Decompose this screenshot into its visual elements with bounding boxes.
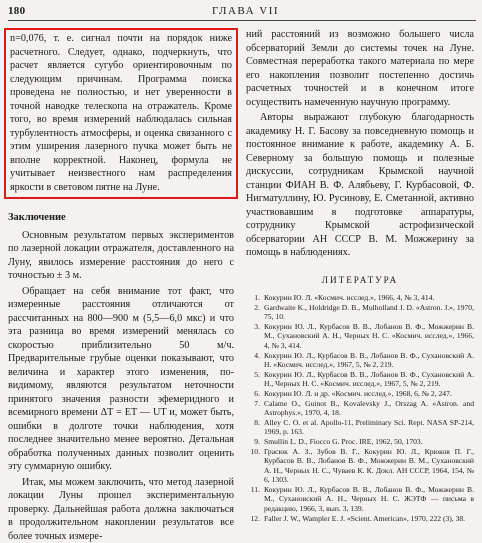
reference-text: Кокурин Ю. Л. «Космич. исслед.», 1966, 4, № 3, 414. — [264, 293, 474, 303]
reference-text: Calame O., Guinot B., Kovalevsky J., Orszag A. «Astron. and Astrophys.», 1970, 4, 18. — [264, 399, 474, 418]
literature-heading: ЛИТЕРАТУРА — [246, 274, 474, 288]
page-number: 180 — [8, 5, 25, 17]
reference-text: Кокурин Ю. Л., Курбасов В. В., Лобанов В. Ф., Можжерин В. М., Сухановский А. Н., Черных Н. С. ЖЭТФ — письма в редакцию, 1966, 3, вып. 3, 139. — [264, 485, 474, 514]
reference-text: Кокурин Ю. Л., Курбасов В. В., Лобанов В. Ф., Сухановский А. Н. «Космич. исслед.», 1967, 5, № 2, 219. — [264, 351, 474, 370]
section-title: Заключение — [8, 211, 234, 225]
reference-text: Alley C. O. et al. Apollo-11, Preliminary Sci. Rept. NASA SP-214, 1969, p. 163. — [264, 418, 474, 437]
highlighted-paragraph: n=0,076, т. е. сигнал почти на порядок ниже расчетного. Следует, однако, подчеркнуть, что расчет является сугубо ориентировочным по следующим причинам. Программа поиска проведена не полностью, и нет уверенности в точной наводке телескопа на отражатель. Кроме того, во время измерений наблюдалась сильная турбулентность атмосферы, и оценка связанного с этим уширения лазерного пучка может быть не вполне корректной. Наконец, формула не учитывает неизвестного нам распределения яркости в световом пятне на Луне. — [10, 32, 232, 194]
reference-text: Faller J. W., Wampler E. J. «Scient. American», 1970, 222 (3), 38. — [264, 514, 474, 524]
reference-number: 3. — [246, 322, 264, 351]
reference-list — [246, 293, 474, 523]
reference-text: Кокурин Ю. Л., Курбасов В. В., Лобанов В. Ф., Сухановский А. Н., Черных Н. С. «Космич. исслед.», 1967, 5, № 2, 219. — [264, 370, 474, 389]
reference-number: 4. — [246, 351, 264, 370]
reference-number: 9. — [246, 437, 264, 447]
reference-item — [246, 437, 474, 447]
reference-number: 5. — [246, 370, 264, 389]
right-column — [246, 28, 474, 523]
reference-text: Кокурин Ю. Л. и др. «Космич. исслед.», 1968, 6, № 2, 247. — [264, 389, 474, 399]
reference-item — [246, 303, 474, 322]
header-rule — [8, 20, 476, 21]
reference-number: 6. — [246, 389, 264, 399]
conclusion-body — [8, 229, 234, 543]
reference-number: 1. — [246, 293, 264, 303]
reference-item — [246, 351, 474, 370]
conclusion-paragraph: Итак, мы можем заключить, что метод лазерной локации Луны прошел экспериментальную проверку. Дальнейшая работа должна заключаться в продолжительном накоплении результатов все более точных измере- — [8, 476, 234, 543]
acknowledgements-paragraph: Авторы выражают глубокую благодарность академику Н. Г. Басову за повседневную помощь и постоянное внимание к работе, академику А. Б. Северному за большую помощь и полезные дискуссии, сотрудникам Крымской научной станции ФИАН В. Ф. Алябьеву, Г. Курбасовой, Ф. Нигматуллину, Ю. Русинову, Е. Сметанной, активно участвовавшим в подготовке аппаратуры, сотруднику Крымской астрофизической обсерватории АН СССР В. М. Можжерину за помощь в наблюдениях. — [246, 111, 474, 260]
reference-item — [246, 447, 474, 485]
reference-number: 7. — [246, 399, 264, 418]
conclusion-paragraph: Основным результатом первых экспериментов по лазерной локации отражателя, доставленного на Луну, явилось измерение расстояния до него с точностью ± 3 м. — [8, 229, 234, 283]
page-header — [8, 4, 476, 22]
reference-item — [246, 399, 474, 418]
reference-text: Smullin L. D., Fiocco G. Proc. IRE, 1962, 50, 1703. — [264, 437, 474, 447]
reference-number: 8. — [246, 418, 264, 437]
reference-item — [246, 293, 474, 303]
chapter-title: ГЛАВА VII — [212, 5, 279, 17]
left-column — [8, 28, 234, 543]
reference-item — [246, 485, 474, 514]
reference-item — [246, 370, 474, 389]
reference-text: Gardwaite K., Holdridge D. B., Mulholland J. D. «Astron. J.», 1970, 75, 10. — [264, 303, 474, 322]
body-paragraph: ний расстояний из возможно большего числа обсерваторий Земли до системы точек на Луне. Совместная переработка такого материала по мере его накопления позволит постепенно достичь расчетных точностей и в конечном итоге осуществить намеченную научную программу. — [246, 28, 474, 109]
reference-number: 12. — [246, 514, 264, 524]
conclusion-paragraph: Обращает на себя внимание тот факт, что измеренные расстояния отличаются от рассчитанных на 800—900 м (5,5—6,0 мкс) и что эта разница во время измерений менялась со скоростью приблизительно 50 м/ч. Предварительные грубые оценки показывают, что величина и характер этого изменения, по-видимому, являются результатом неточности принятого значения разности эфемеридного и всемирного времени ΔT = ET — UT и, может быть, ошибки в долготе точки наблюдения, хотя последнее значительно менее вероятно. Детальная обработка полученных данных позволит оценить эту суммарную ошибку. — [8, 285, 234, 474]
reference-item — [246, 389, 474, 399]
reference-number: 10. — [246, 447, 264, 485]
reference-number: 11. — [246, 485, 264, 514]
reference-text: Грасюк А. З., Зубов В. Г., Кокурин Ю. Л., Крюков П. Г., Курбасов В. В., Лобанов В. Ф., Можжерин В. М., Сухановский А. Н., Черных Н. С., Чуваев К. К. Докл. АН СССР, 1964, 154, № 6, 1303. — [264, 447, 474, 485]
reference-item — [246, 322, 474, 351]
reference-text: Кокурин Ю. Л., Курбасов В. В., Лобанов В. Ф., Можжерин В. М., Сухановский А. Н., Черных Н. С. «Космич. исслед.», 1966, 4, № 3, 414. — [264, 322, 474, 351]
reference-number: 2. — [246, 303, 264, 322]
reference-item — [246, 418, 474, 437]
highlighted-paragraph-box — [4, 28, 238, 199]
reference-item — [246, 514, 474, 524]
